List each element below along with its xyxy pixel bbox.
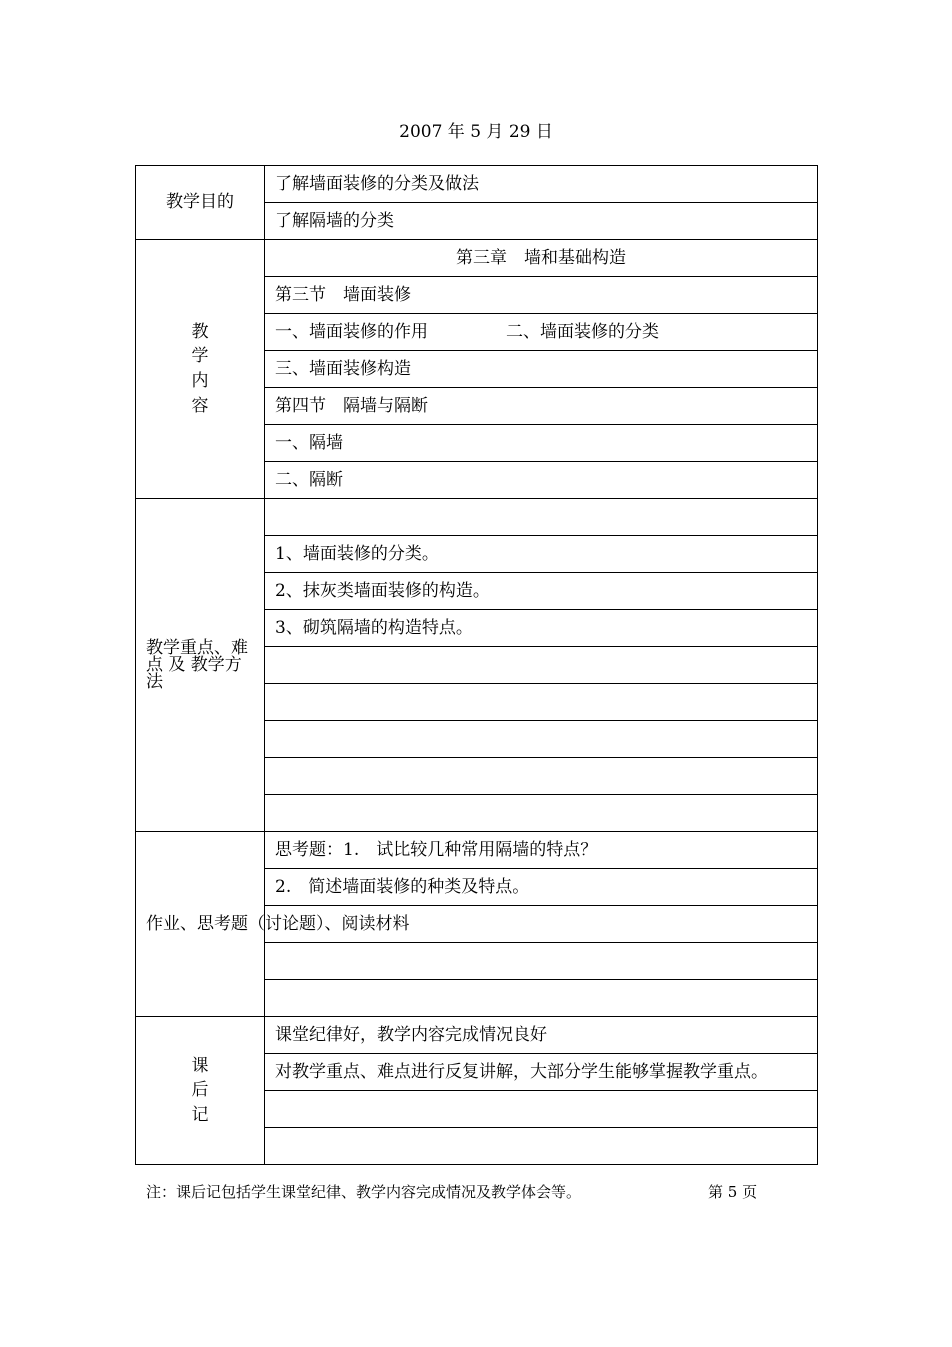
content-label [136,240,265,499]
content-row-6: 二、隔断 [265,462,818,499]
key-points-row [265,758,818,795]
lesson-plan-table [135,165,818,1165]
table-row [136,1017,818,1054]
reflection-row [265,1091,818,1128]
homework-label: 作业、思考题（讨论题）、阅读材料 [136,832,265,1017]
homework-row [265,943,818,980]
table-row [136,240,818,277]
content-row-2-second: 二、墙面装修的分类 [506,321,659,342]
homework-row: 思考题：1. 试比较几种常用隔墙的特点？ [265,832,818,869]
key-points-row [265,647,818,684]
content-label-char: 教 [191,321,209,342]
key-points-row [265,795,818,832]
page-number: 第 5 页 [708,1183,758,1201]
key-points-row: 2、抹灰类墙面装修的构造。 [265,573,818,610]
reflection-label-char: 课 [191,1055,209,1076]
reflection-row [265,1128,818,1165]
content-label-char: 内 [191,371,209,391]
reflection-label [136,1017,265,1165]
table-row [136,499,818,536]
homework-row: 2. 简述墙面装修的种类及特点。 [265,869,818,906]
key-points-row [265,499,818,536]
key-points-row [265,721,818,758]
objective-label: 教学目的 [136,166,265,240]
objective-row-1: 了解墙面装修的分类及做法 [265,166,818,203]
homework-row [265,980,818,1017]
key-points-row: 1、墙面装修的分类。 [265,536,818,573]
content-row-4: 第四节 隔墙与隔断 [265,388,818,425]
reflection-label-char: 后 [191,1080,209,1101]
content-label-char: 学 [191,346,209,367]
reflection-label-char: 记 [191,1104,209,1125]
content-row-5: 一、隔墙 [265,425,818,462]
content-row-3: 三、墙面装修构造 [265,351,818,388]
key-points-row [265,684,818,721]
content-label-char: 容 [191,395,209,416]
table-row [136,166,818,203]
reflection-row: 对教学重点、难点进行反复讲解，大部分学生能够掌握教学重点。 [265,1054,818,1091]
content-row-1: 第三节 墙面装修 [265,277,818,314]
content-row-2 [265,314,818,351]
key-points-label: 教学重点、难 点 及 教学方法 [136,499,265,832]
key-points-row: 3、砌筑隔墙的构造特点。 [265,610,818,647]
footer-note: 注：课后记包括学生课堂纪律、教学内容完成情况及教学体会等。 [146,1183,582,1201]
objective-row-2: 了解隔墙的分类 [265,203,818,240]
reflection-row: 课堂纪律好，教学内容完成情况良好 [265,1017,818,1054]
content-row-2-first: 一、墙面装修的作用 [275,321,428,342]
chapter-title: 第三章 墙和基础构造 [265,240,818,277]
table-row [136,832,818,869]
lesson-date: 2007 年 5 月 29 日 [399,122,553,142]
